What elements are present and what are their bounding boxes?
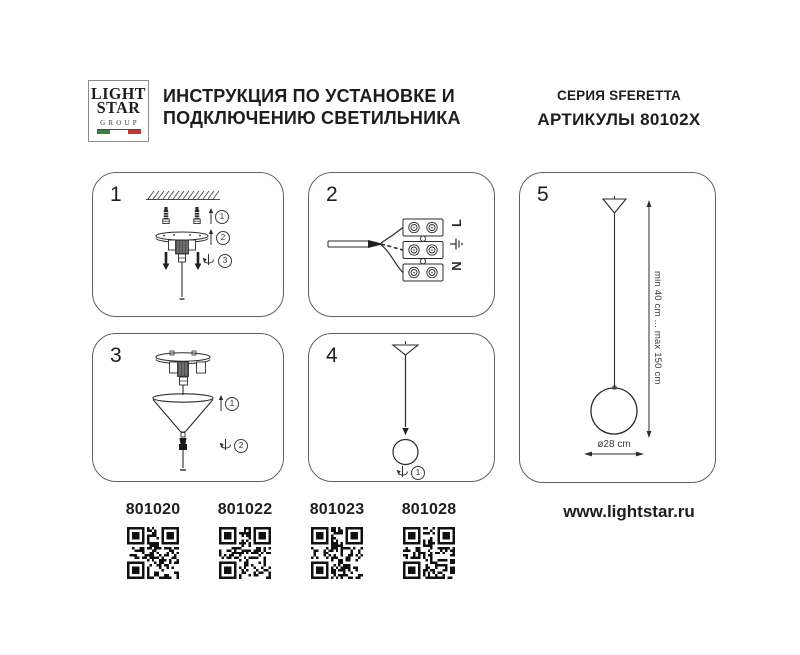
qr-code [219,527,271,579]
up-arrow-icon [209,229,213,245]
pendant-lamp-icon [591,196,637,434]
step-number-badge: 2 [234,439,248,453]
pendant-cord-icon [393,341,418,435]
article-code: 801028 [401,501,457,518]
cone-shade-icon [153,394,213,437]
article-code: 801023 [309,501,365,518]
cord-grip-icon [179,438,187,470]
article-column [394,501,464,584]
logo-word-light: LIGHT [91,85,146,104]
articles-label: АРТИКУЛЫ 80102X [537,110,701,129]
step-number-badge: 1 [215,210,229,224]
panel-number: 2 [326,183,338,206]
logo-word-star: STAR [96,99,141,118]
step-number-badge: 3 [218,254,232,268]
italy-flag-icon [97,129,141,134]
series-block [521,88,717,130]
qr-code [403,527,455,579]
website-url: www.lightstar.ru [563,502,695,521]
panel-number: 4 [326,344,338,367]
ceiling-hatch-icon [146,191,220,200]
page-title [163,85,461,129]
article-code: 801022 [217,501,273,518]
dimensions-panel-5 [519,172,716,483]
anchor-icon [194,207,200,224]
screw-down-arrow-icon [195,252,202,270]
step2-wiring-diagram [309,173,492,314]
rotate-icon [203,254,214,265]
page-title-line1: ИНСТРУКЦИЯ ПО УСТАНОВКЕ И [163,86,455,106]
anchor-icon [163,207,169,224]
height-dimension-arrow [647,200,652,438]
panel-number: 3 [110,344,122,367]
article-column [118,501,188,584]
screw-down-arrow-icon [163,252,170,270]
instruction-step-panel-2 [308,172,495,317]
article-column [302,501,372,584]
panel-number: 5 [537,183,549,206]
panel-number: 1 [110,183,122,206]
step-number-badge: 1 [225,397,239,411]
up-arrow-icon [219,395,223,411]
rotate-icon [397,466,408,477]
step4-shade-diagram [309,334,492,479]
diameter-dimension-arrow [584,452,644,457]
cable-icon [328,228,403,273]
terminal-label-neutral: N [449,261,464,271]
instruction-step-panel-1 [92,172,284,317]
sphere-shade-icon [393,440,418,465]
step1-mounting-diagram [93,173,281,314]
qr-code [127,527,179,579]
lightstar-logo [88,80,149,142]
article-column [210,501,280,584]
terminal-label-live: L [449,219,464,227]
qr-code [311,527,363,579]
canopy-plate-icon [156,351,210,395]
step-number-badge: 1 [411,466,425,480]
article-code: 801020 [125,501,181,518]
step-number-badge: 2 [216,231,230,245]
terminal-block-icon [403,219,443,281]
instruction-step-panel-3 [92,333,284,482]
rotate-icon [220,439,231,450]
page-title-line2: ПОДКЛЮЧЕНИЮ СВЕТИЛЬНИКА [163,108,461,128]
logo-word-group: GROUP [100,119,140,127]
up-arrow-icon [209,208,213,224]
earth-symbol-icon [450,239,462,250]
dim-diameter-label: ø28 cm [597,439,631,450]
dim-height-label: min 40 cm ... max 150 cm [652,271,663,385]
instruction-step-panel-4 [308,333,495,482]
step3-canopy-diagram [93,334,281,479]
series-label: СЕРИЯ SFERETTA [557,88,681,103]
pendant-dimensions-diagram [520,173,713,480]
